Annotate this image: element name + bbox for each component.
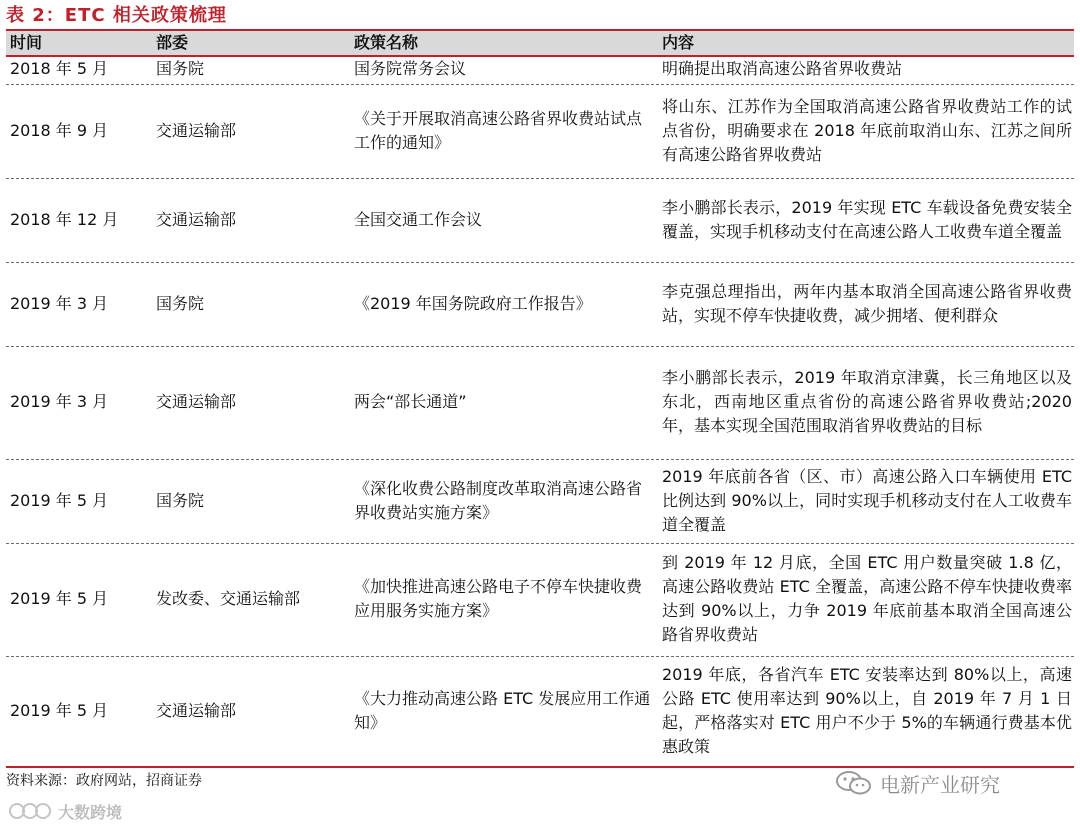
row-divider [6,262,1074,263]
header-dept: 部委 [156,33,189,52]
table-header [6,31,1074,55]
cell-content: 李小鹏部长表示，2019 年实现 ETC 车载设备免费安装全覆盖，实现手机移动支付在高速公路人工收费车道全覆盖 [662,198,1072,241]
cell-content: 2019 年底，各省汽车 ETC 安装率达到 80%以上，高速公路 ETC 使用率达到 90%以上，自 2019 年 7 月 1 日起，严格落实对 ETC 用户不少于 5%的车辆通行费基本优惠政策 [662,665,1072,756]
row-divider [6,543,1074,544]
cell-time: 2018 年 12 月 [10,210,119,229]
table-row [6,545,1074,653]
cell-policy: 《2019 年国务院政府工作报告》 [354,294,592,313]
cell-content: 到 2019 年 12 月底，全国 ETC 用户数量突破 1.8 亿，高速公路收费站 ETC 全覆盖，高速公路不停车快捷收费率达到 90%以上，力争 2019 年底前基本取消全国高速公路省界收费站 [662,553,1072,644]
header-content: 内容 [662,33,695,52]
wechat-watermark [834,766,1000,800]
header-policy: 政策名称 [354,33,419,52]
cell-time: 2019 年 5 月 [10,589,109,608]
row-divider [6,346,1074,347]
cell-content: 将山东、江苏作为全国取消高速公路省界收费站工作的试点省份，明确要求在 2018 年底前取消山东、江苏之间所有高速公路省界收费站 [662,97,1072,164]
table-row [6,658,1074,764]
cell-content: 李克强总理指出，两年内基本取消全国高速公路省界收费站，实现不停车快捷收费，减少拥堵、便利群众 [662,282,1072,325]
row-divider [6,178,1074,179]
cell-dept: 国务院 [156,491,205,510]
cell-dept: 发改委、交通运输部 [156,589,301,608]
cell-time: 2019 年 3 月 [10,392,109,411]
cell-policy: 《关于开展取消高速公路省界收费站试点工作的通知》 [354,109,643,152]
row-divider [6,656,1074,657]
cell-policy: 《深化收费公路制度改革取消高速公路省界收费站实施方案》 [354,479,643,522]
cell-time: 2019 年 5 月 [10,701,109,720]
table-row [6,461,1074,541]
cell-dept: 交通运输部 [156,210,237,229]
table-row [6,57,1074,81]
cell-dept: 交通运输部 [156,121,237,140]
row-divider [6,459,1074,460]
cell-dept: 交通运输部 [156,392,237,411]
cell-policy: 两会“部长通道” [354,392,467,411]
cell-time: 2018 年 5 月 [10,59,109,78]
cell-content: 明确提出取消高速公路省界收费站 [662,59,903,78]
table-row [6,180,1074,260]
cell-dept: 国务院 [156,294,205,313]
cell-time: 2019 年 5 月 [10,491,109,510]
brand-watermark [8,796,122,826]
table-row [6,264,1074,344]
wechat-account-name: 电新产业研究 [880,772,1000,797]
row-divider [6,84,1074,85]
brand-name: 大数跨境 [58,802,123,822]
cell-content: 李小鹏部长表示，2019 年取消京津冀，长三角地区以及东北，西南地区重点省份的高速公路省界收费站;2020 年，基本实现全国范围取消省界收费站的目标 [662,368,1072,435]
table-row [6,86,1074,176]
cell-policy: 《大力推动高速公路 ETC 发展应用工作通知》 [354,689,651,732]
wechat-icon [834,769,874,797]
cell-policy: 《加快推进高速公路电子不停车快捷收费应用服务实施方案》 [354,577,643,620]
cell-policy: 全国交通工作会议 [354,210,483,229]
cell-time: 2019 年 3 月 [10,294,109,313]
source-note: 资料来源：政府网站，招商证券 [6,773,202,789]
brand-logo-icon [8,800,54,822]
table-row [6,348,1074,456]
cell-policy: 国务院常务会议 [354,59,467,78]
table-title: 表 2：ETC 相关政策梳理 [6,5,227,26]
cell-dept: 国务院 [156,59,205,78]
cell-time: 2018 年 9 月 [10,121,109,140]
cell-dept: 交通运输部 [156,701,237,720]
cell-content: 2019 年底前各省（区、市）高速公路入口车辆使用 ETC 比例达到 90%以上，同时实现手机移动支付在人工收费车道全覆盖 [662,467,1072,534]
header-time: 时间 [10,33,43,52]
